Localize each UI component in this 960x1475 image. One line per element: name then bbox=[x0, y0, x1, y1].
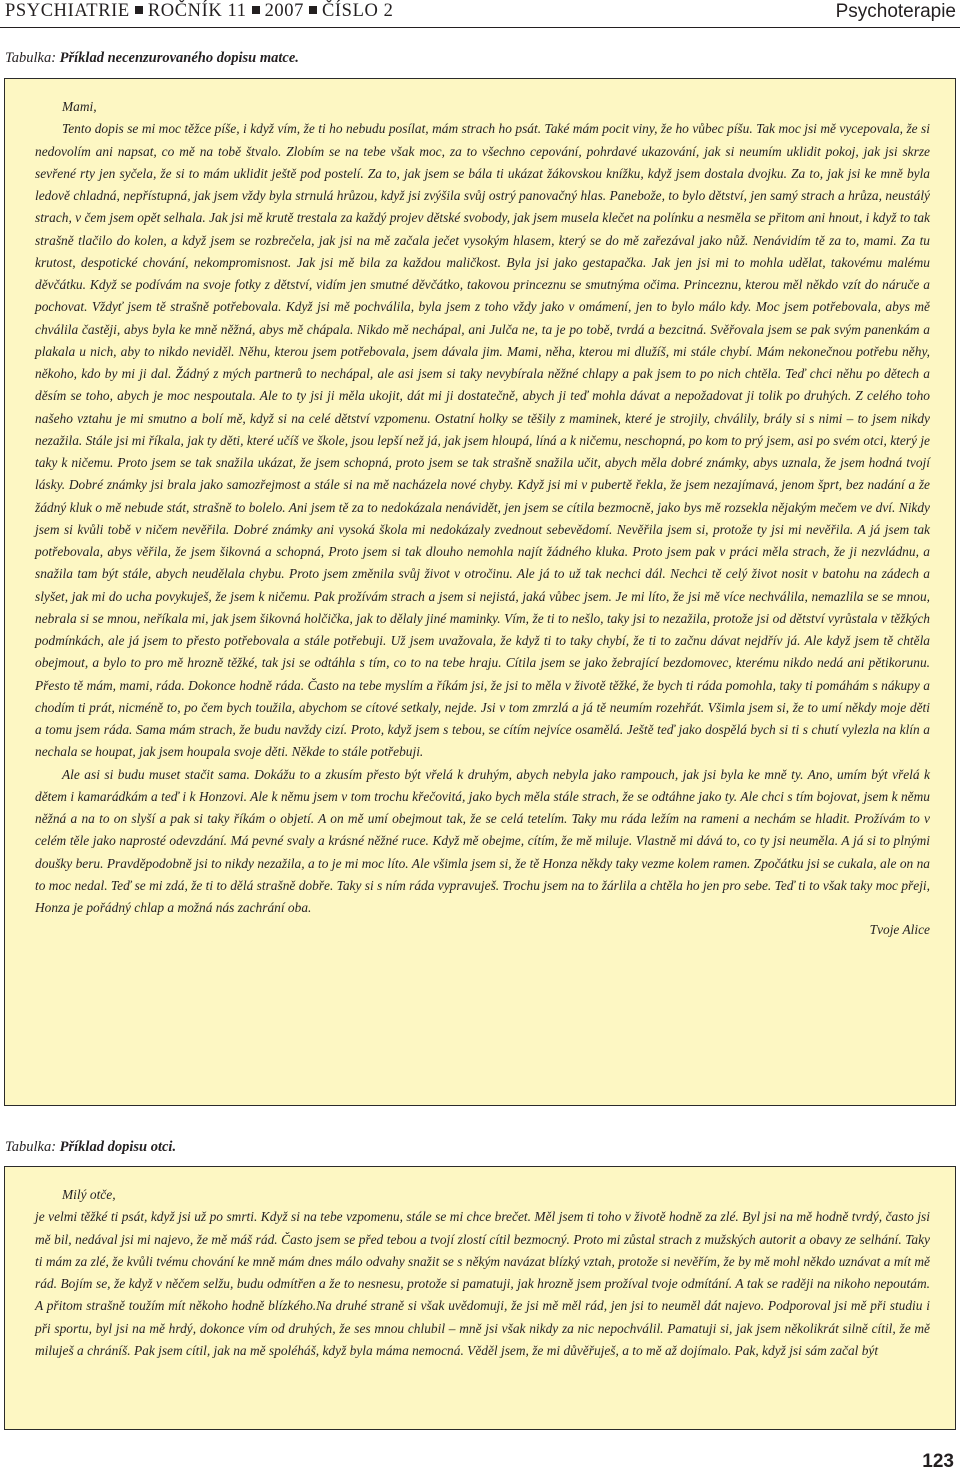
header-rule bbox=[0, 27, 960, 28]
journal-year: 2007 bbox=[264, 1, 304, 21]
square-bullet-icon bbox=[252, 6, 260, 14]
table2-caption-title: Příklad dopisu otci. bbox=[59, 1139, 177, 1155]
section-name: Psychoterapie bbox=[835, 1, 956, 22]
page-number: 123 bbox=[922, 1451, 954, 1472]
letter-paragraph: je velmi těžké ti psát, když jsi už po smrti. Když si na tebe vzpomenu, stále se mi chce brečet. Měl jsem ti toho v životě hodně za zlé. Byl jsi na mě hodně tvrdý, často jsi mě bil, nedával jsi mi najevo, že mě máš rád. Často jsem se před tebou a tvojí zlostí cítil bezmocný. Proto mi zůstal strach z mužských autorit a obavy ze selhání. Taky ti mám za zlé, že kvůli tvému chování ke mně mám dnes málo odvahy snažit se s někým navázat blízký vztah, protože si nevěřím, že by mě mohl někdo uznávat a mít mě rád. Bojím se, že když v něčem selžu, budu odmítřen a že to nesnesu, protože si pamatuji, jak hrozně jsem prožíval tvoje odmítání. A tak se raději na nikoho nepoutám. A přitom strašně toužím mít někoho hodně blízkého.Na druhé straně si však uvědomuji, že jsi mě měl rád, jen jsi to neuměl dát najevo. Podporoval jsi mě při studiu i při sportu, byl jsi na mě hrdý, dokonce vím od druhých, že ses mnou chlubil – mně jsi však nikdy za nic nepochválil. Pamatuji si, jak jsem několikrát silně cítil, že mě miluješ a chráníš. Pak jsem cítil, jak na mě spoléháš, když byla máma nemocná. Věděl jsem, že mi důvěřuješ, a to mě až dojímalo. Pak, když jsi sám začal být bbox=[35, 1209, 930, 1358]
letter-salutation: Milý otče, bbox=[62, 1187, 116, 1202]
table1-caption-label: Tabulka: bbox=[5, 50, 57, 66]
letter-paragraph: Tento dopis se mi moc těžce píše, i když vím, že ti ho nebudu posílat, mám strach ho psát. Také mám pocit viny, že ho vůbec píšu. Tak moc jsi mě vycepovala, že si nedovolím ani napsat, co mě na tobě štvalo. Zlobím se na tebe však moc, za to všechno cepování, pohrdavé ukazování, jak si neumím uklidit pokoj, jak jsi skrze sevřené rty jen syčela, že si to mám uklidit ještě pod postelí. Za to, jak jsem se bála ti ukázat žákovskou knížku, když jsem dostala dvojku. Za to, jak jsi ke mně byla ledově chladná, nepřístupná, jak jsem vždy byla strnulá hrůzou, když jsi zvýšila svůj ostrý panovačný hlas. Panebože, to bylo dětství, jen samý strach a hrůza, neustálý strach, v čem jsem opět selhala. Jak jsi mě krutě trestala za každý projev dětské svobody, jak jsem musela klečet na polínku a nesměla se přitom ani hnout, i když to tak strašně tlačilo do kolen, a když jsem se rozbrečela, jak jsi na mě začala ječet vysokým hlasem, který se do mě zařezával jako nůž. Nenávidím tě za to, mami. Za tu krutost, despotické chování, nekompromisnost. Jak jsi mě bila za každou maličkost. Byla jsi jako gestapačka. Jak jen jsi mi to mohla udělat, takovému malému děvčátku. Když se podívám na svoje fotky z dětství, vidím jen smutné děvčátko, takovou princeznu se smutnýma očima. Princeznu, kterou měl někdo vzít do náruče a pochovat. Vždyť jsem tě strašně potřebovala. Když jsi mě pochválila, byla jsem z toho vždy jako v omámení, jen to bylo málo kdy. Moc jsem potřebovala, abys mě chválila častěji, abys byla ke mně něžná, abys mě chápala. Nikdo mě nechápal, ani Julča ne, ta je po tobě, tvrdá a bezcitná. Svěřovala jsem se pak svým panenkám a plakala u nich, aby to nikdo neviděl. Něhu, kterou jsem potřebovala, jsem dávala jim. Mami, něha, kterou mi dlužíš, mi stále chybí. Mám nekonečnou potřebu něhy, někoho, kdo by mi ji dal. Žádný z mých partnerů to nechápal, ale asi jsem si taky nevybírala něžné chlapy a pak jsem to po nich chtěla. Teď chci něhu po dětech a děsím se toho, abych je moc nespoutala. Ale to ty jsi ji měla ukojit, dát mi ji dostatečně, abych ji teď mohla dávat a nepožadovat ji tolik po druhých. Z celého toho našeho vztahu je mi smutno a bolí mě, když si na celé dětství vzpomenu. Ostatní holky se těšily z maminek, které je strojily, chválily, brály si s nimi – to jsem nikdy nezažila. Stále jsi mi říkala, jak ty děti, které učíš ve škole, jsou lepší než já, jak jsem hloupá, líná a k ničemu, neschopná, po kom to prý jsem, asi po svém otci, který je taky k ničemu. Proto jsem se tak snažila ukázat, že jsem schopná, proto jsem se tak strašně snažila učit, abych měla dobré známky, abys uznala, že jsem hodná tvojí lásky. Dobré známky jsi brala jako samozřejmost a stále si na mě nacházela nové chyby. Když jsi mi v pubertě řekla, že jsem nezajímavá, jenom šprt, bez nadání a že žádný kluk o mě nebude stát, strašně to bolelo. Ani jsem tě za to nedokázala nenávidět, jen jsem se cítila bezmocně, jako bys mě rozsekla nějakým mečem ve dví. Nikdy jsem si kvůli tobě v ničem nevěřila. Dobré známky ani vysoká škola mi nedokázaly zvednout sebevědomí. Nevěřila jsem si, protože ty jsi mi nevěřila. A já jsem tak potřebovala, abys věřila, že jsem šikovná a schopná, Proto jsem si tak dlouho nemohla najít žádného kluka. Proto jsem pak v práci měla strach, že ji nezvládnu, a snažila tam být stále, abych neudělala chybu. Proto jsem změnila svůj život v otročinu. Ale já to už tak nechci dál. Nechci tě celý život nosit v batohu na zádech a slyšet, jak mi do ucha povykuješ, že jsem k ničemu. Pak prožívám strach a jsem si nejistá, jaká vůbec jsem. Je mi líto, že jsi mě více nechválila, nemazlila se se mnou, nebrala si se mnou, neříkala mi, jak jsem šikovná holčička, jak to dělaly jiné maminky. Vím, že ti to nešlo, taky jsi to nezažila, protože jsi od dětství vyrůstala v těžkých podmínkách, ale já jsem to přesto potřebovala a stále potřebuji. Už jsem uvažovala, že když ti to taky chybí, že ti to začnu dávat nejdřív já. Ale když jsem tě chtěla obejmout, a bylo to pro mě hrozně těžké, tak jsi se odtáhla s tím, co to na tebe hraju. Cítila jsem se jako žebrající bezdomovec, kterému nikdo nedá ani pětikorunu. Přesto tě mám, mami, ráda. Dokonce hodně ráda. Často na tebe myslím a říkám jsi, že jsi to měla v životě těžké, že bych ti ráda pomohla, taky ti pomáhám s nákupy a chodím ti prát, nicméně to, po čem bych toužila, abychom se cítové setkaly, nejde. Jsi v tom zmrzlá a já tě neumím rozehřát. Všimla jsem si, že to umí někdy moje děti a tomu jsem ráda. Sama mám strach, že budu navždy cizí. Proto, když jsem s tebou, se cítím nejvíce osamělá. Ještě teď jako dospělá bych si ti s chutí vylezla na klín a nechala se houpat, jak jsem houpala svoje děti. Někde to stále potřebuji. bbox=[35, 121, 930, 760]
journal-title: PSYCHIATRIE bbox=[5, 1, 130, 21]
table2-caption-label: Tabulka: bbox=[5, 1139, 57, 1155]
table2-caption bbox=[5, 1139, 176, 1156]
square-bullet-icon bbox=[135, 6, 143, 14]
letter-to-mother-box bbox=[4, 78, 956, 1106]
journal-issue: ČÍSLO 2 bbox=[321, 1, 394, 21]
square-bullet-icon bbox=[309, 6, 317, 14]
letter-to-mother-text bbox=[35, 96, 930, 942]
letter-paragraph: Ale asi si budu muset stačit sama. Dokážu to a zkusím přesto být vřelá k druhým, abych nebyla jako rampouch, jak jsi byla ke mně ty. Ano, umím být vřelá k dětem i kamarádkám a teď i k Honzovi. Ale k němu jsem v tom trochu křečovitá, jako bych měla stále strach, že se odtáhne jako ty. Ale chci s tím bojovat, jsem k němu něžná a na to on slyší a pak si taky říkám o objetí. A on mě umí obejmout tak, že se celá tetelím. Taky mu ráda ležím na rameni a nechám se hladit. Prožívám to v celém těle jako naprosté odevzdání. Má pevné svaly a krásné něžné ruce. Když mě obejme, cítím, že mě miluje. Vlastně mi dává to, co ty jsi neuměla. A já si to plnými doušky beru. Pravděpodobně jsi to nikdy nezažila, a to je mi moc líto. Ale všimla jsem si, že tě Honza někdy taky vezme kolem ramen. Zpočátku jsi se cukala, ale on na to moc nedal. Teď se mi zdá, že ti to dělá strašně dobře. Taky si s ním ráda vypravuješ. Trochu jsem na to žárlila a chtěla ho jen pro sebe. Teď ti to však taky moc přeji, Honza je pořádný chlap a možná nás zachrání oba. bbox=[35, 766, 930, 915]
letter-to-father-text bbox=[35, 1184, 930, 1362]
table1-caption bbox=[5, 50, 299, 67]
journal-volume: ROČNÍK 11 bbox=[147, 1, 247, 21]
journal-masthead bbox=[5, 1, 394, 22]
running-header bbox=[0, 0, 960, 27]
letter-signature: Tvoje Alice bbox=[869, 922, 930, 938]
table1-caption-title: Příklad necenzurovaného dopisu matce. bbox=[59, 50, 299, 66]
letter-to-father-box bbox=[4, 1166, 956, 1430]
letter-salutation: Mami, bbox=[62, 99, 97, 114]
